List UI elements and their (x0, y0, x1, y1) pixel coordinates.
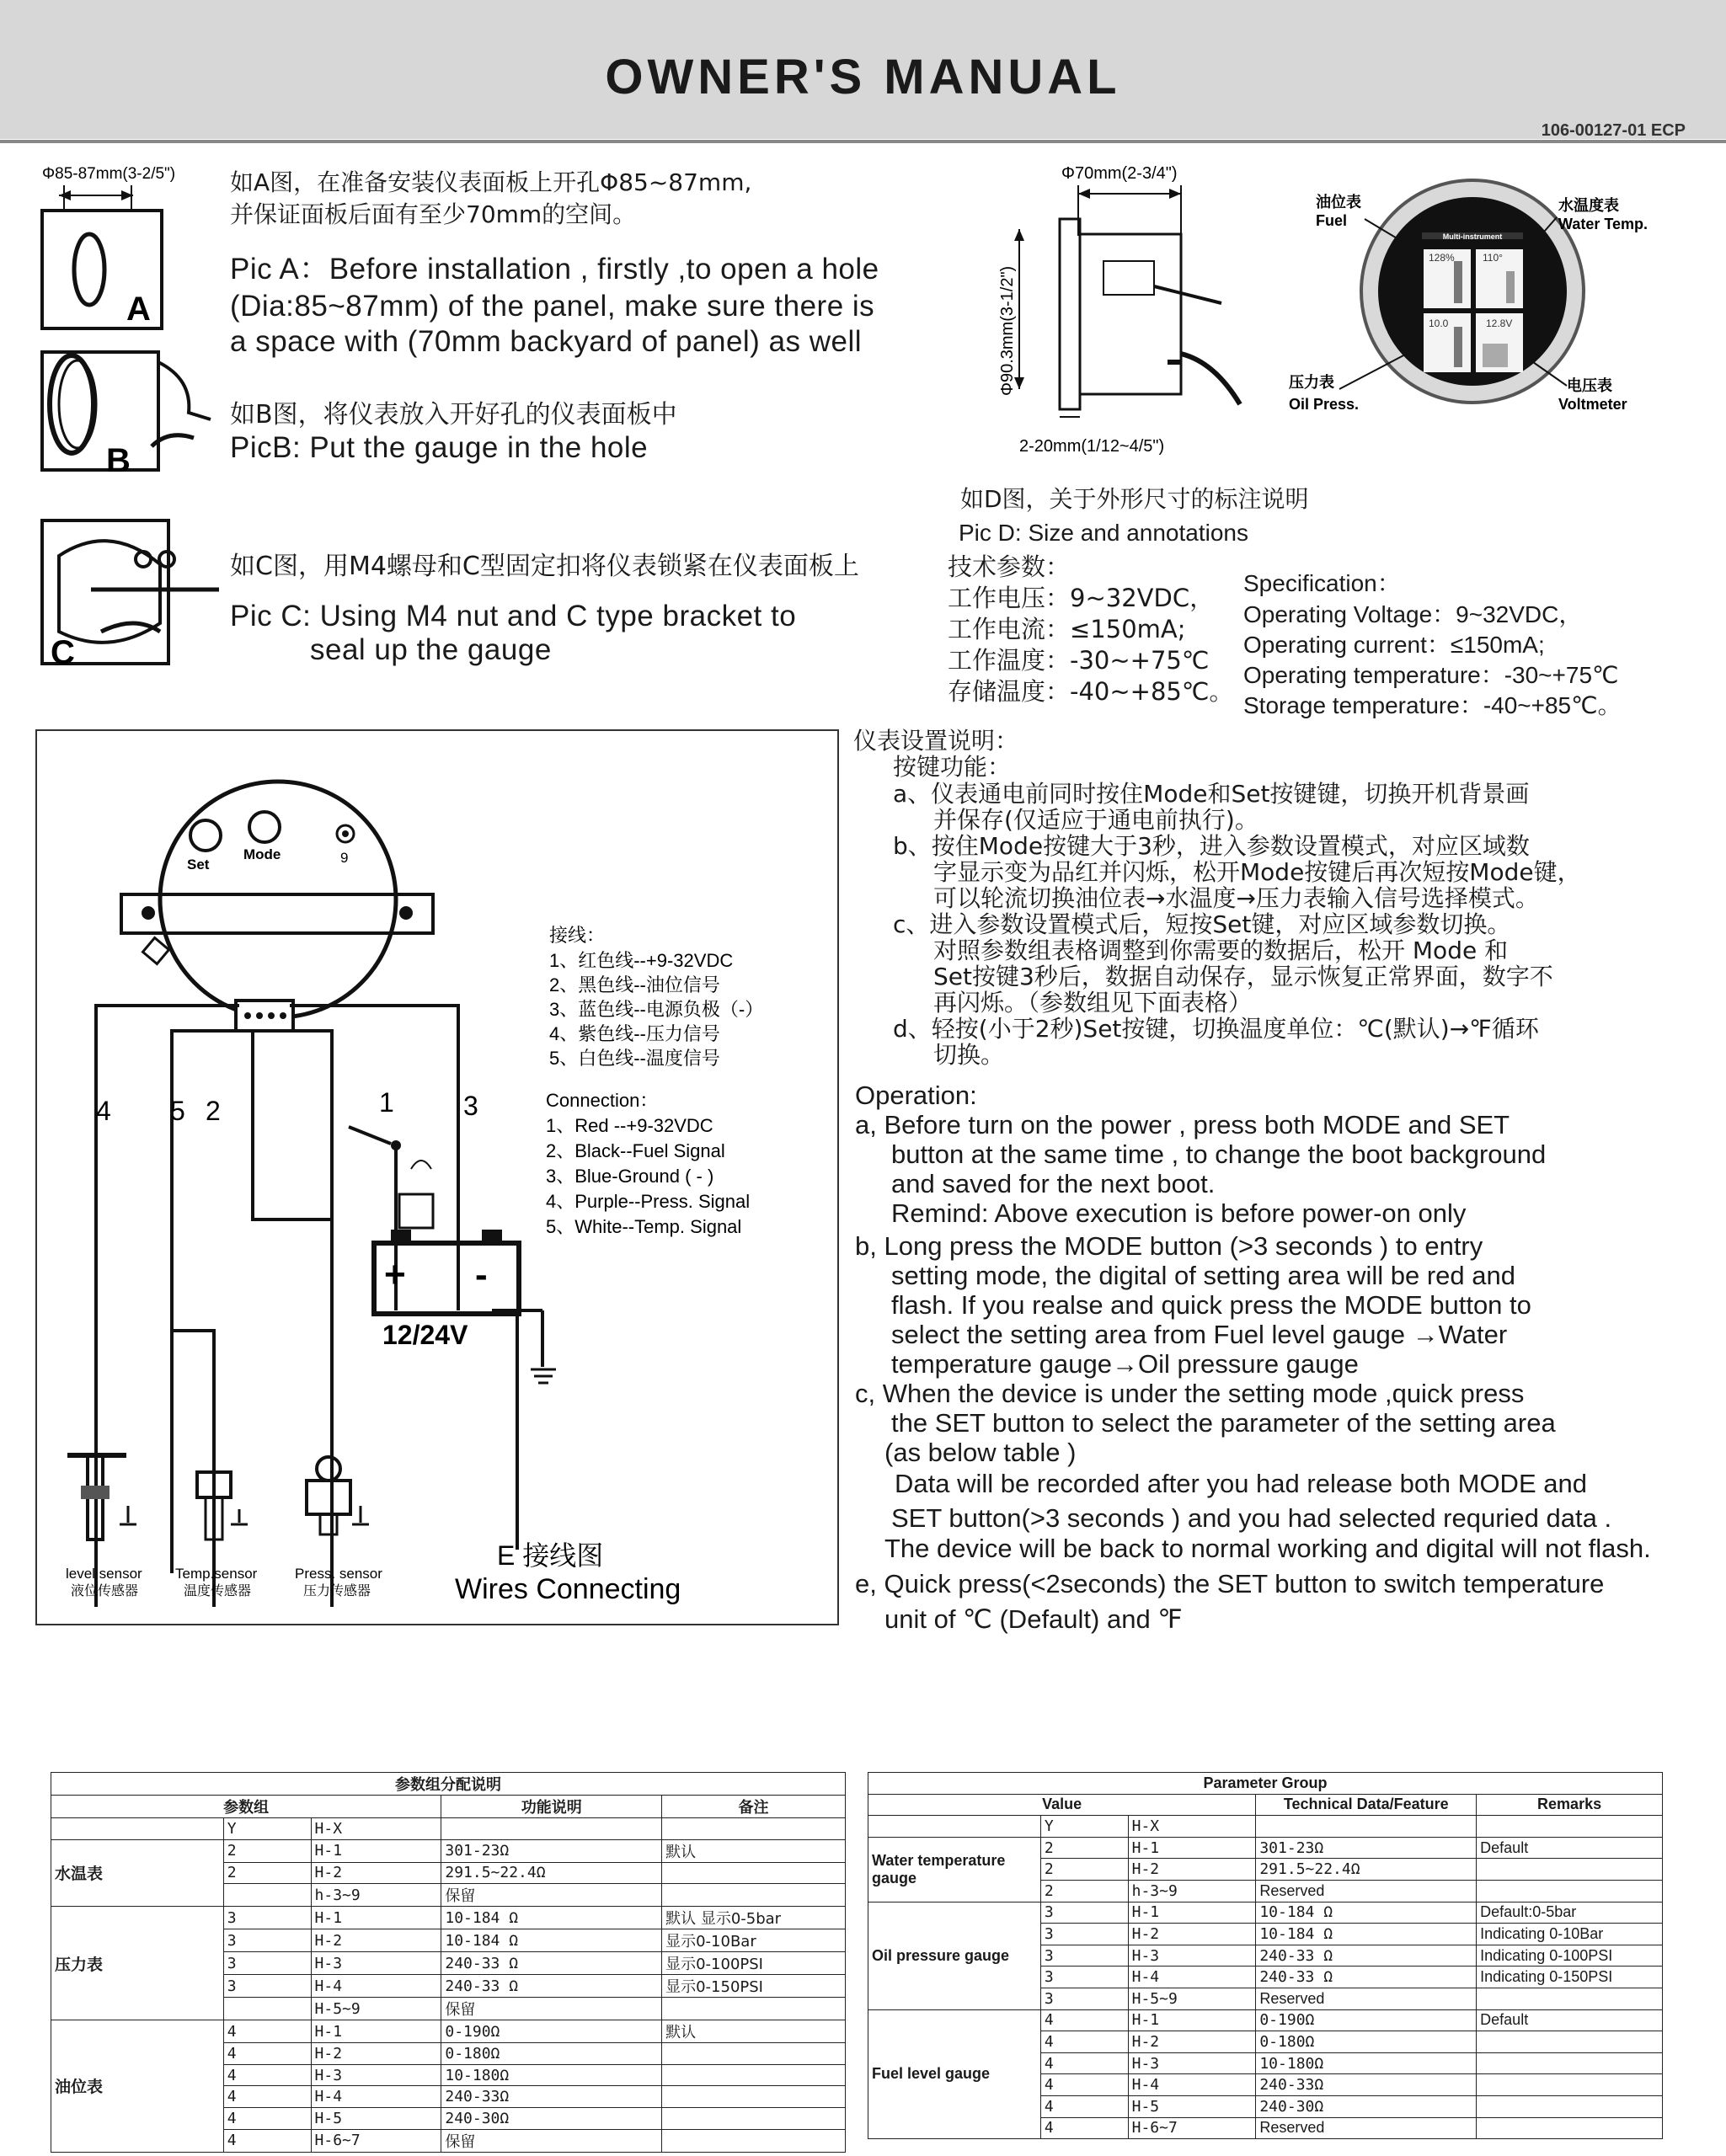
spec-cn-2: 工作电流：≤150mA; (948, 615, 1186, 643)
sensor-1-en: level sensor (66, 1566, 142, 1582)
table-row: h-3~9 保留 (51, 1884, 846, 1907)
op-b1: b, Long press the MODE button (>3 seconds ) to entry (855, 1231, 1483, 1261)
spec-cn-4: 存储温度：-40~+85℃。 (948, 677, 1234, 706)
pic-c-cn: 如C图，用M4螺母和C型固定扣将仪表锁紧在仪表面板上 (230, 552, 859, 581)
parameter-table-cn (51, 1772, 846, 2153)
temp-sensor-illus (197, 1472, 248, 1540)
pic-d-dim-bottom: 2-20mm(1/12~4/5") (1019, 437, 1165, 456)
table-row: 2 h-3~9 Reserved (868, 1880, 1663, 1902)
label-set: Set (187, 857, 210, 873)
pic-d-dim-top: Φ70mm(2-3/4") (1061, 164, 1178, 183)
pic-d-en: Pic D: Size and annotations (959, 520, 1248, 546)
header-divider (0, 140, 1726, 143)
pic-a-cn-2: 并保证面板后面有至少70mm的空间。 (230, 200, 637, 228)
table-row: 4 H-6~7 Reserved (868, 2117, 1663, 2139)
setup-cn-c4: 再闪烁。（参数组见下面表格） (933, 989, 1253, 1017)
label-volt-cn: 电压表 (1567, 377, 1612, 394)
conn-en-3: 3、Blue-Ground ( - ) (546, 1166, 714, 1187)
wiring-caption-cn: E 接线图 (497, 1540, 604, 1571)
pic-c-en-2: seal up the gauge (310, 633, 552, 666)
pic-b-en: PicB: Put the gauge in the hole (230, 431, 649, 464)
sensor-2-en: Temp.sensor (175, 1566, 258, 1582)
table-row: 4 H-6~7 保留 (51, 2129, 846, 2152)
pic-a-en-3: a space with (70mm backyard of panel) as well (230, 325, 863, 358)
label-oil-cn: 压力表 (1289, 374, 1334, 391)
setup-cn-b2: 字显示变为品红并闪烁，松开Mode按键后再次短按Mode键， (933, 858, 1581, 886)
table-cn-sub-hx: H-X (311, 1818, 441, 1840)
spec-en-4: Storage temperature：-40~+85℃。 (1243, 692, 1622, 718)
op-a3: and saved for the next boot. (891, 1169, 1216, 1198)
parameter-table-en (868, 1772, 1663, 2139)
label-mode: Mode (243, 846, 281, 862)
table-cn-group-water: 水温表 (51, 1839, 224, 1907)
table-row: 4 H-4 240-33Ω (51, 2086, 846, 2108)
table-row: Fuel level gauge 4 H-1 0-190Ω Default (868, 2009, 1663, 2031)
conn-cn-3: 3、蓝色线--电源负极（-） (549, 999, 764, 1020)
pic-b-cn: 如B图，将仪表放入开好孔的仪表面板中 (230, 400, 677, 430)
op-c1: c, When the device is under the setting mode ,quick press (855, 1379, 1525, 1408)
wire-5-label: 5 (170, 1096, 185, 1126)
conn-en-title: Connection： (546, 1090, 659, 1111)
gauge-oil-reading: 10.0 (1429, 318, 1449, 329)
document-code: 106-00127-01 ECP (1541, 121, 1686, 140)
conn-cn-1: 1、红色线--+9-32VDC (549, 950, 734, 971)
spec-en-title: Specification： (1243, 570, 1401, 596)
table-en-group-oil: Oil pressure gauge (868, 1902, 1041, 2009)
table-row: 3 H-3 240-33 Ω Indicating 0-100PSI (868, 1945, 1663, 1967)
table-row: Oil pressure gauge 3 H-1 10-184 Ω Default:0-5bar (868, 1902, 1663, 1924)
setup-cn-c2: 对照参数组表格调整到你需要的数据后，松开 Mode 和 (933, 937, 1509, 964)
table-cn-title: 参数组分配说明 (51, 1773, 846, 1796)
pic-a-illustration (42, 165, 175, 328)
setup-cn-a1: a、仪表通电前同时按住Mode和Set按键键，切换开机背景画 (893, 780, 1530, 808)
table-row: 2 H-2 291.5~22.4Ω (51, 1862, 846, 1884)
gauge-fuel-reading: 128% (1429, 252, 1455, 264)
op-b5: temperature gauge→Oil pressure gauge (891, 1349, 1359, 1379)
op-title: Operation: (855, 1081, 977, 1110)
label-water-en: Water Temp. (1558, 216, 1649, 232)
gauge-volt-reading: 12.8V (1486, 318, 1513, 329)
spec-en-2: Operating current：≤150mA; (1243, 632, 1545, 658)
battery-label: 12/24V (382, 1320, 468, 1350)
table-en-sub-y: Y (1040, 1816, 1128, 1838)
setup-cn-d2: 切换。 (933, 1041, 1005, 1069)
op-b3: flash. If you realse and quick press the MODE button to (891, 1290, 1531, 1320)
setup-cn-b1: b、按住Mode按键大于3秒，进入参数设置模式，对应区域数 (893, 832, 1530, 860)
op-c6: The device will be back to normal working and digital will not flash. (884, 1534, 1651, 1563)
setup-cn-c1: c、进入参数设置模式后，短按Set键，对应区域参数切换。 (893, 910, 1511, 938)
sensor-3-cn: 压力传感器 (303, 1584, 371, 1598)
table-row: 压力表 3 H-1 10-184 Ω 默认 显示0-5bar (51, 1907, 846, 1929)
pic-a-dim: Φ85-87mm(3-2/5") (42, 165, 176, 183)
op-c2: the SET button to select the parameter of the setting area (891, 1408, 1556, 1438)
table-en-group-water: Water temperature gauge (868, 1837, 1041, 1902)
table-row: Water temperature gauge 2 H-1 301-23Ω Default (868, 1837, 1663, 1859)
sensor-2-cn: 温度传感器 (184, 1584, 252, 1598)
table-row: 4 H-3 10-180Ω (868, 2052, 1663, 2074)
table-cn-header-function: 功能说明 (441, 1796, 662, 1818)
pic-a-letter: A (126, 291, 151, 328)
label-nine: 9 (340, 850, 349, 866)
table-row: 3 H-4 240-33 Ω Indicating 0-150PSI (868, 1967, 1663, 1988)
conn-en-1: 1、Red --+9-32VDC (546, 1115, 713, 1136)
label-fuel-cn: 油位表 (1316, 194, 1361, 211)
press-sensor-illus (307, 1457, 369, 1534)
table-cn-wrap (51, 1772, 846, 2153)
conn-cn-title: 接线： (549, 926, 606, 947)
label-water-cn: 水温度表 (1558, 197, 1619, 214)
pic-a-cn-1: 如A图，在准备安装仪表面板上开孔Φ85~87mm, (230, 168, 752, 196)
table-row: H-5~9 保留 (51, 1998, 846, 2020)
spec-cn-title: 技术参数： (948, 552, 1071, 581)
table-row: 3 H-3 240-33 Ω 显示0-100PSI (51, 1952, 846, 1975)
table-row: 油位表 4 H-1 0-190Ω 默认 (51, 2020, 846, 2043)
op-a4: Remind: Above execution is before power-on only (891, 1198, 1467, 1228)
table-row: 4 H-2 0-180Ω (868, 2031, 1663, 2053)
conn-cn-2: 2、黑色线--油位信号 (549, 974, 720, 995)
table-en-sub-hx: H-X (1128, 1816, 1256, 1838)
wiring-caption-en: Wires Connecting (455, 1573, 681, 1605)
table-cn-header-remark: 备注 (662, 1796, 846, 1818)
table-en-header-remarks: Remarks (1477, 1794, 1663, 1816)
op-e1: e, Quick press(<2seconds) the SET button to switch temperature (855, 1569, 1605, 1598)
gauge-front-view (1280, 177, 1676, 430)
table-row: 3 H-5~9 Reserved (868, 1988, 1663, 2009)
table-row: 2 H-2 291.5~22.4Ω (868, 1859, 1663, 1881)
table-en-header-value: Value (868, 1794, 1256, 1816)
op-a1: a, Before turn on the power , press both MODE and SET (855, 1110, 1510, 1139)
setup-cn-sub: 按键功能： (893, 753, 1012, 781)
spec-cn-3: 工作温度：-30~+75℃ (948, 646, 1210, 675)
svg-text:-: - (475, 1254, 488, 1295)
table-cn-header-group: 参数组 (51, 1796, 441, 1818)
install-illustrations (25, 160, 236, 682)
svg-text:+: + (384, 1254, 406, 1295)
label-volt-en: Voltmeter (1558, 396, 1627, 413)
table-row: 4 H-3 10-180Ω (51, 2064, 846, 2086)
wire-4-label: 4 (96, 1096, 111, 1126)
setup-cn-c3: Set按键3秒后，数据自动保存，显示恢复正常界面，数字不 (933, 963, 1553, 990)
table-en-wrap (868, 1772, 1663, 2139)
table-row: 3 H-2 10-184 Ω Indicating 0-10Bar (868, 1924, 1663, 1945)
setup-cn-d1: d、轻按(小于2秒)Set按键，切换温度单位：℃(默认)→℉循环 (893, 1015, 1539, 1043)
pic-b-illustration (42, 352, 211, 479)
table-cn-group-fuel: 油位表 (51, 2020, 224, 2152)
pic-a-en-2: (Dia:85~87mm) of the panel, make sure there is (230, 290, 875, 323)
label-oil-en: Oil Press. (1289, 396, 1360, 413)
table-row: 4 H-5 240-30Ω (51, 2107, 846, 2129)
op-b4: select the setting area from Fuel level gauge →Water (891, 1320, 1508, 1349)
pic-d-cn: 如D图，关于外形尺寸的标注说明 (960, 485, 1309, 513)
conn-en-5: 5、White--Temp. Signal (546, 1216, 742, 1237)
setup-cn-a2: 并保存(仅适应于通电前执行)。 (933, 806, 1258, 834)
pic-b-letter: B (106, 442, 131, 479)
level-sensor-illus (67, 1455, 136, 1540)
mode-button-illus (249, 812, 280, 842)
table-row: 水温表 2 H-1 301-23Ω 默认 (51, 1839, 846, 1862)
op-b2: setting mode, the digital of setting area will be red and (891, 1261, 1516, 1290)
op-e2: unit of ℃ (Default) and ℉ (884, 1604, 1183, 1634)
table-row: 4 H-4 240-33Ω (868, 2074, 1663, 2096)
conn-cn-4: 4、紫色线--压力信号 (549, 1023, 720, 1044)
conn-en-2: 2、Black--Fuel Signal (546, 1140, 725, 1161)
wiring-diagram (37, 731, 834, 1620)
set-button-illus (190, 820, 221, 851)
table-en-header-tech: Technical Data/Feature (1256, 1794, 1477, 1816)
table-row: 3 H-4 240-33 Ω 显示0-150PSI (51, 1975, 846, 1998)
label-fuel-en: Fuel (1316, 212, 1348, 229)
spec-cn-1: 工作电压：9~32VDC， (948, 584, 1215, 612)
op-c5: SET button(>3 seconds ) and you had selected requried data . (891, 1503, 1612, 1533)
conn-cn-5: 5、白色线--温度信号 (549, 1048, 720, 1069)
pic-d-dim-side: Φ90.3mm(3-1/2") (998, 265, 1017, 396)
table-row: 4 H-2 0-180Ω (51, 2043, 846, 2065)
table-en-title: Parameter Group (868, 1773, 1663, 1795)
op-c3: (as below table ) (884, 1438, 1077, 1467)
table-cn-sub-y: Y (223, 1818, 311, 1840)
wire-3-label: 3 (463, 1091, 478, 1121)
pic-c-en-1: Pic C: Using M4 nut and C type bracket to (230, 600, 797, 632)
spec-en-3: Operating temperature：-30~+75℃ (1243, 662, 1619, 688)
pic-c-illustration (42, 520, 219, 671)
gauge-screen-title: Multi-instrument (1442, 232, 1503, 241)
pic-a-en-1: Pic A：Before installation , firstly ,to open a hole (230, 253, 879, 286)
table-cn-group-oil: 压力表 (51, 1907, 224, 2020)
spec-en-1: Operating Voltage：9~32VDC， (1243, 601, 1583, 627)
gauge-water-reading: 110° (1483, 252, 1503, 264)
sensor-3-en: Press. sensor (295, 1566, 382, 1582)
setup-cn-b3: 可以轮流切换油位表→水温度→压力表输入信号选择模式。 (933, 884, 1539, 912)
pic-d-side-view (977, 160, 1247, 463)
conn-en-4: 4、Purple--Press. Signal (546, 1191, 751, 1212)
page-title: OWNER'S MANUAL (605, 50, 1121, 104)
table-row: 4 H-5 240-30Ω (868, 2095, 1663, 2117)
table-row: 3 H-2 10-184 Ω 显示0-10Bar (51, 1929, 846, 1952)
wire-2-label: 2 (206, 1096, 221, 1126)
pic-c-letter: C (51, 634, 75, 671)
table-en-group-fuel: Fuel level gauge (868, 2009, 1041, 2139)
sensor-1-cn: 液位传感器 (71, 1584, 139, 1598)
op-a2: button at the same time , to change the boot background (891, 1139, 1547, 1169)
setup-cn-title: 仪表设置说明： (853, 727, 1019, 755)
op-c4: Data will be recorded after you had release both MODE and (895, 1469, 1587, 1498)
wire-1-label: 1 (379, 1087, 394, 1118)
